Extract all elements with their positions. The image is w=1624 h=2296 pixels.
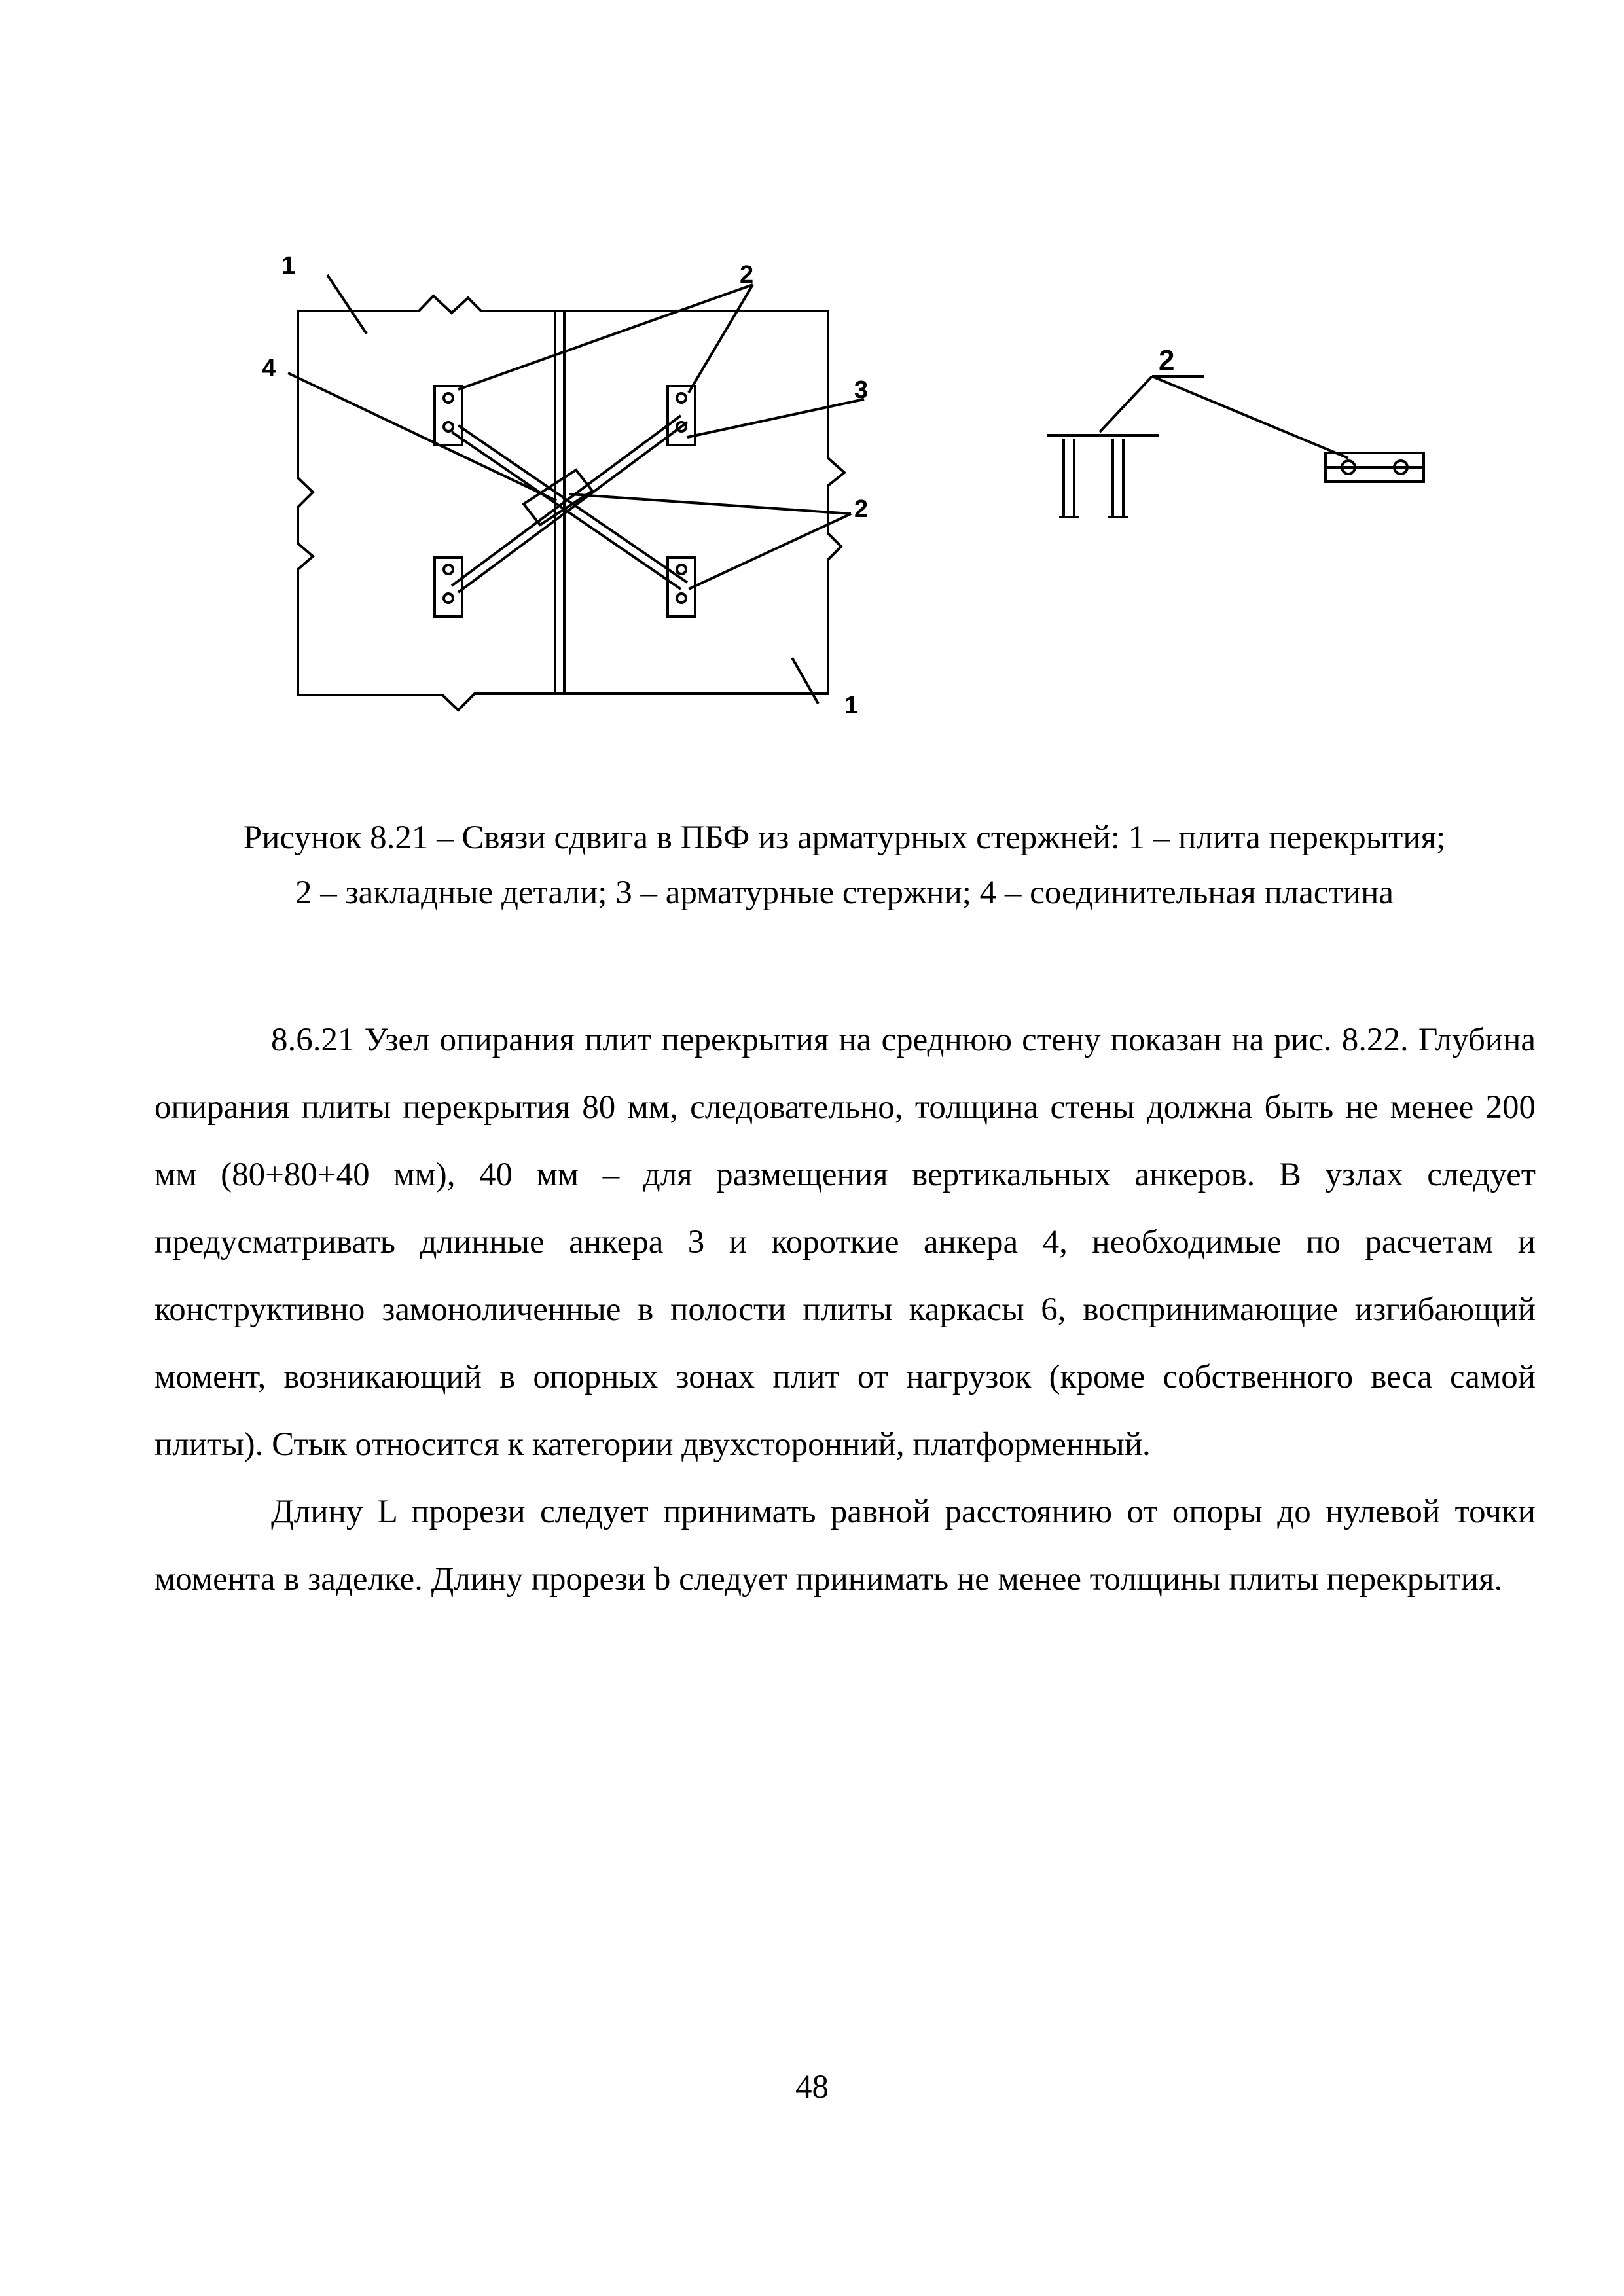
shear-connection-drawing (262, 236, 1473, 746)
leader-2-top-a (458, 285, 753, 389)
label-1-bottom: 1 (844, 692, 859, 719)
page-number: 48 (795, 2069, 829, 2106)
caption-line-2: 2 – закладные детали; 3 – арматурные стержни; 4 – соединительная пластина (295, 874, 1394, 911)
figure-caption (131, 810, 1558, 920)
caption-line-1: Рисунок 8.21 – Связи сдвига в ПБФ из арматурных стержней: 1 – плита перекрытия; (243, 819, 1446, 856)
label-4: 4 (262, 355, 276, 382)
label-1-top: 1 (281, 252, 296, 279)
figure-8-21 (262, 236, 1473, 746)
label-2-top: 2 (740, 261, 754, 289)
leader-2-right-a (569, 494, 851, 514)
paragraph-8-6-21: 8.6.21 Узел опирания плит перекрытия на среднюю стену показан на рис. 8.22. Глубина опирания плиты перекрытия 80 мм, следовательно, толщина стены должна быть не менее 200 мм (80+80+40 мм), 40 мм – для размещения вертикальных анкеров. В узлах следует предусматривать длинные анкера 3 и короткие анкера 4, необходимые по расчетам и конструктивно замоноличенные в полости плиты каркасы 6, воспринимающие изгибающий момент, возникающий в опорных зонах плит от нагрузок (кроме собственного веса самой плиты). Стык относится к категории двухсторонний, платформенный. (154, 1022, 1536, 1463)
body-text (154, 1007, 1536, 1613)
embedded-plate-bottom-left (435, 558, 462, 617)
leader-2-top-b (689, 285, 753, 393)
label-3: 3 (854, 376, 869, 404)
paragraph-slot-length: Длину L прорези следует принимать равной расстоянию от опоры до нулевой точки момента в заделке. Длину прорези b следует принимать не менее толщины плиты перекрытия. (154, 1494, 1536, 1598)
leader-2-right-b (689, 514, 851, 589)
leader-3 (687, 399, 864, 437)
leader-4 (288, 373, 556, 501)
label-2-right: 2 (854, 495, 869, 523)
label-2-detail: 2 (1159, 344, 1175, 376)
leader-1-bottom (792, 658, 818, 704)
leader-1-top (327, 275, 367, 334)
